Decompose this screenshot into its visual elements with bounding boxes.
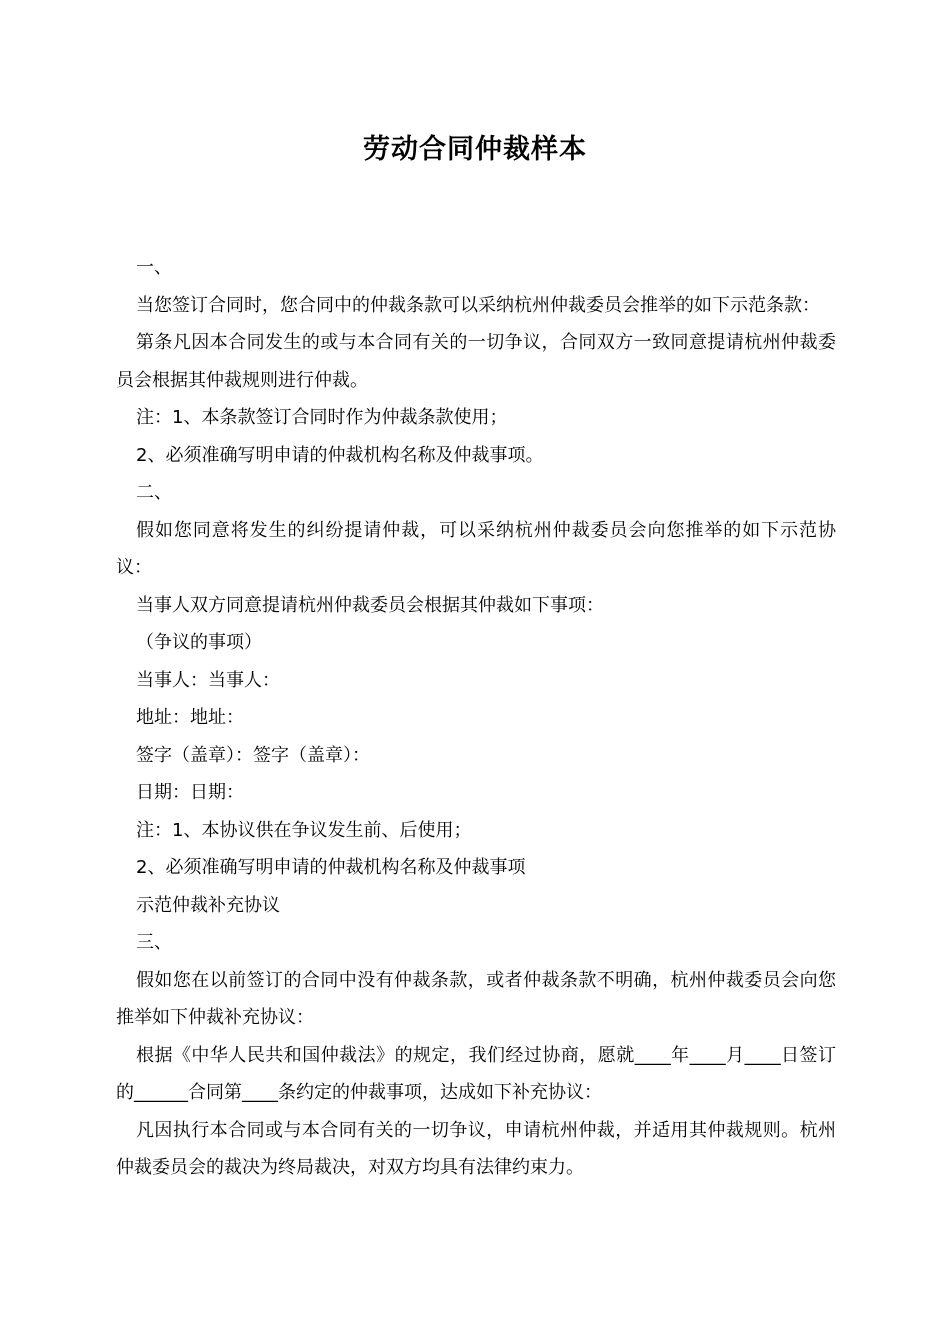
- form-line: 地址：地址：: [136, 707, 244, 728]
- section-heading: 一、: [136, 257, 172, 278]
- section-heading: 二、: [136, 482, 172, 503]
- note-paragraph: 注：1、本协议供在争议发生前、后使用；: [136, 819, 472, 841]
- form-line: 签字（盖章）：签字（盖章）：: [136, 744, 370, 766]
- note-paragraph: 注：1、本条款签订合同时作为仲裁条款使用；: [136, 407, 508, 428]
- body-paragraph: 当事人双方同意提请杭州仲裁委员会根据其仲裁如下事项：: [136, 594, 604, 616]
- body-paragraph: 凡因执行本合同或与本合同有关的一切争议，申请杭州仲裁，并适用其仲裁规则。杭州仲裁委员会的裁决为终局裁决，对双方均具有法律约束力。: [116, 1119, 836, 1178]
- body-paragraph: 假如您在以前签订的合同中没有仲裁条款，或者仲裁条款不明确，杭州仲裁委员会向您推举如下仲裁补充协议：: [116, 969, 836, 1028]
- body-paragraph: 根据《中华人民共和国仲裁法》的规定，我们经过协商，愿就____年____月____日签订的______合同第____条约定的仲裁事项，达成如下补充协议：: [116, 1044, 836, 1103]
- document-title: 劳动合同仲裁样本: [363, 134, 587, 165]
- body-paragraph: 假如您同意将发生的纠纷提请仲裁，可以采纳杭州仲裁委员会向您推举的如下示范协议：: [116, 519, 836, 578]
- form-line: 日期：日期：: [136, 782, 244, 803]
- note-paragraph: 2、必须准确写明申请的仲裁机构名称及仲裁事项: [136, 857, 526, 878]
- document-body: [116, 249, 836, 1187]
- section-heading: 三、: [136, 932, 172, 953]
- body-paragraph: （争议的事项）: [136, 632, 262, 653]
- form-line: 当事人：当事人：: [136, 669, 280, 691]
- body-paragraph: 示范仲裁补充协议: [136, 894, 280, 916]
- note-paragraph: 2、必须准确写明申请的仲裁机构名称及仲裁事项。: [136, 444, 544, 466]
- body-paragraph: 当您签订合同时，您合同中的仲裁条款可以采纳杭州仲裁委员会推举的如下示范条款：: [136, 294, 820, 316]
- body-paragraph: 第条凡因本合同发生的或与本合同有关的一切争议，合同双方一致同意提请杭州仲裁委员会根据其仲裁规则进行仲裁。: [116, 332, 836, 391]
